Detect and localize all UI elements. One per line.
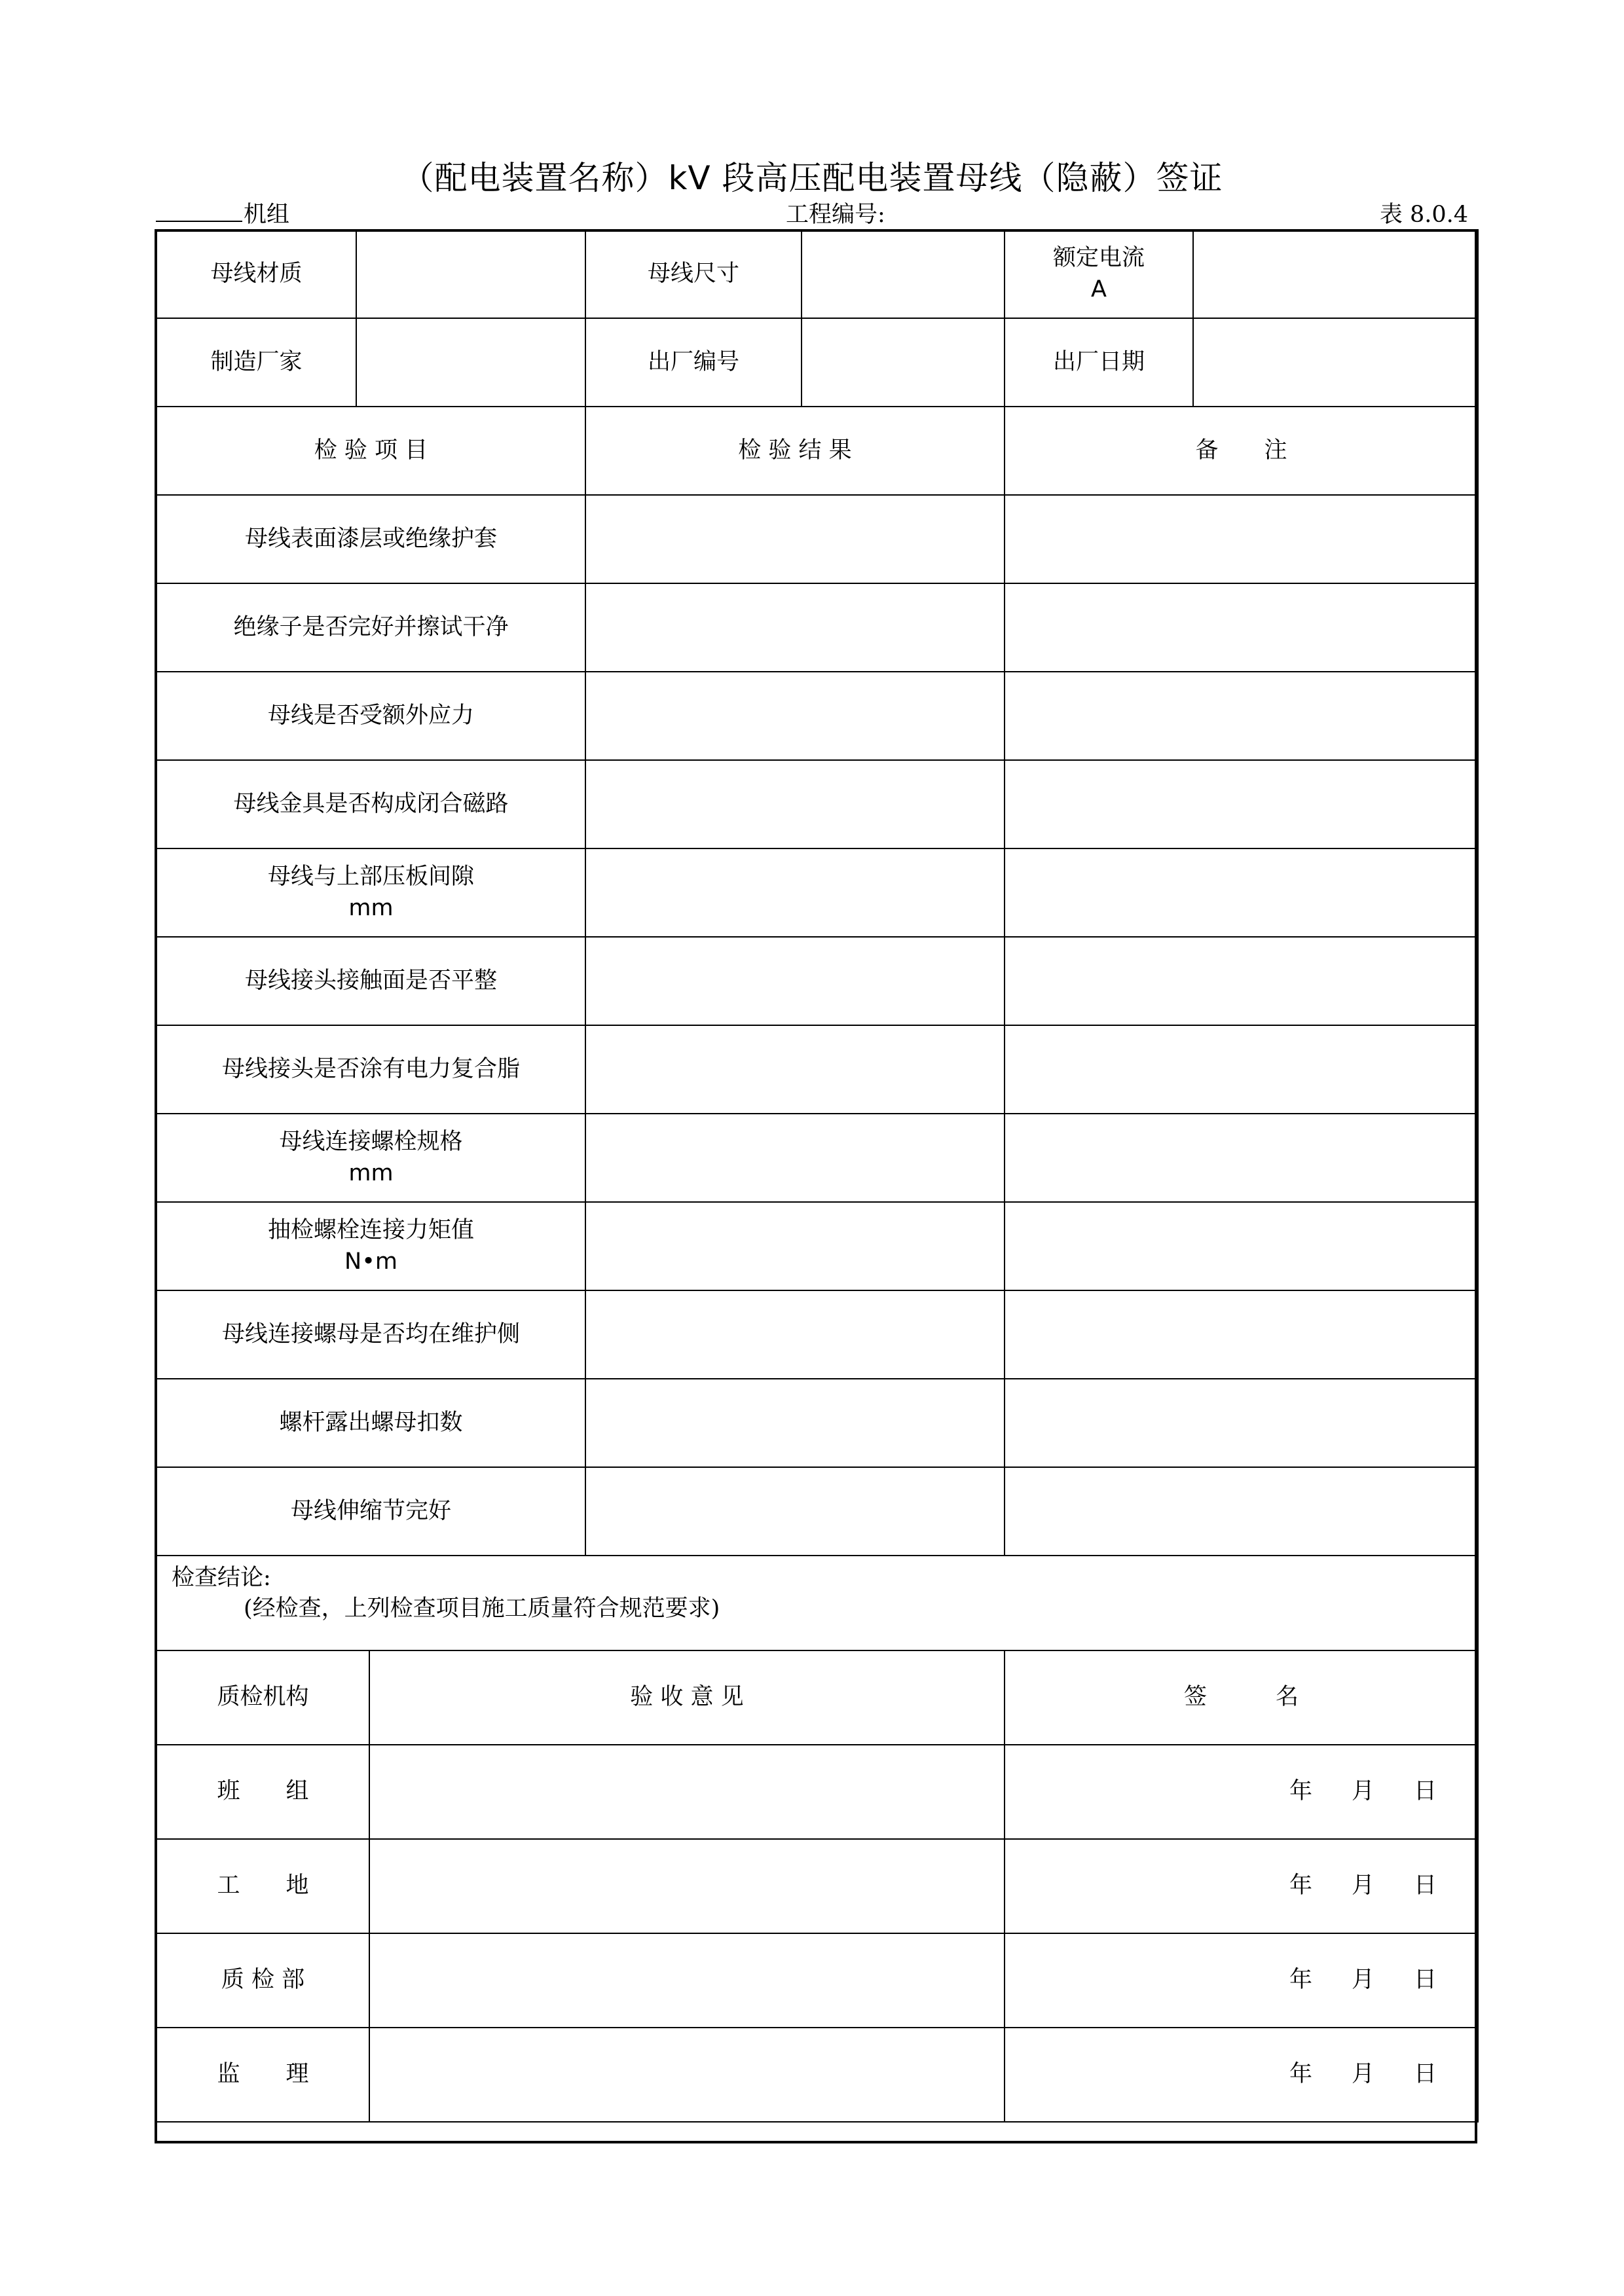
item-remark[interactable]: [1005, 937, 1478, 1025]
item-remark[interactable]: [1005, 1467, 1478, 1556]
item-result[interactable]: [585, 495, 1005, 583]
header-remark: 备 注: [1005, 407, 1478, 495]
item-label: [157, 672, 585, 760]
manufacturer-label: 制造厂家: [157, 318, 356, 407]
serial-value[interactable]: [802, 318, 1005, 407]
item-row: [157, 1202, 1478, 1290]
item-text: 母线连接螺母是否均在维护侧: [221, 1321, 520, 1347]
item-remark[interactable]: [1005, 583, 1478, 672]
sign-date[interactable]: [1005, 1933, 1478, 2028]
item-result[interactable]: [585, 1467, 1005, 1556]
item-result[interactable]: [585, 1290, 1005, 1379]
conclusion-cell[interactable]: [157, 1556, 1478, 1650]
item-remark[interactable]: [1005, 848, 1478, 937]
item-text: 母线接头接触面是否平整: [244, 967, 497, 994]
size-label: 母线尺寸: [585, 230, 802, 318]
item-row: [157, 937, 1478, 1025]
item-result[interactable]: [585, 1114, 1005, 1202]
sign-opinion[interactable]: [369, 1839, 1005, 1933]
sign-date[interactable]: [1005, 2028, 1478, 2122]
item-label: [157, 495, 585, 583]
item-remark[interactable]: [1005, 672, 1478, 760]
sign-opinion[interactable]: [369, 1745, 1005, 1839]
sign-opinion[interactable]: [369, 2028, 1005, 2122]
serial-label: 出厂编号: [585, 318, 802, 407]
rated-current-unit: A: [1091, 276, 1107, 302]
item-remark[interactable]: [1005, 1202, 1478, 1290]
sign-org: 质 检 部: [157, 1933, 369, 2028]
item-row: [157, 1114, 1478, 1202]
item-label: [157, 937, 585, 1025]
item-text: 母线伸缩节完好: [290, 1497, 451, 1524]
item-remark[interactable]: [1005, 1025, 1478, 1114]
sign-opinion[interactable]: [369, 1933, 1005, 2028]
sign-row: [157, 2028, 1478, 2122]
item-text: 母线接头是否涂有电力复合脂: [221, 1055, 520, 1082]
date-year: 年: [1289, 1967, 1312, 1994]
unit-field: [156, 196, 289, 229]
date-day: 日: [1413, 1967, 1437, 1994]
date-year: 年: [1289, 1778, 1312, 1805]
item-label: [157, 1025, 585, 1114]
inspection-form-table: [156, 229, 1479, 2123]
item-text: 母线表面漆层或绝缘护套: [244, 525, 497, 552]
manufacture-date-value[interactable]: [1193, 318, 1478, 407]
item-label: [157, 1202, 585, 1290]
item-remark[interactable]: [1005, 495, 1478, 583]
sign-date[interactable]: [1005, 1745, 1478, 1839]
item-result[interactable]: [585, 1025, 1005, 1114]
item-text: 绝缘子是否完好并擦试干净: [233, 613, 509, 640]
item-remark[interactable]: [1005, 760, 1478, 848]
header-item: 检 验 项 目: [157, 407, 585, 495]
item-result[interactable]: [585, 1202, 1005, 1290]
sign-header-opinion: 验 收 意 见: [369, 1650, 1005, 1745]
table-number: 表 8.0.4: [1379, 202, 1468, 228]
item-row: [157, 1290, 1478, 1379]
item-text: 母线与上部压板间隙: [267, 864, 474, 890]
item-row: [157, 1467, 1478, 1556]
material-value[interactable]: [356, 230, 585, 318]
item-label: [157, 760, 585, 848]
item-label: [157, 1114, 585, 1202]
conclusion-label: 检查结论:: [172, 1565, 271, 1591]
date-month: 月: [1351, 2061, 1375, 2088]
sign-org: 班 组: [157, 1745, 369, 1839]
page-title: （配电装置名称）kV 段高压配电装置母线（隐蔽）签证: [401, 159, 1223, 197]
item-label: [157, 583, 585, 672]
date-month: 月: [1351, 1872, 1375, 1899]
item-result[interactable]: [585, 848, 1005, 937]
unit-blank[interactable]: [156, 200, 242, 222]
item-result[interactable]: [585, 583, 1005, 672]
sign-date[interactable]: [1005, 1839, 1478, 1933]
sign-row: [157, 1745, 1478, 1839]
item-text: 母线金具是否构成闭合磁路: [233, 790, 509, 817]
rated-current-value[interactable]: [1193, 230, 1478, 318]
size-value[interactable]: [802, 230, 1005, 318]
item-result[interactable]: [585, 1379, 1005, 1467]
item-remark[interactable]: [1005, 1114, 1478, 1202]
item-remark[interactable]: [1005, 1379, 1478, 1467]
manufacture-date-label: 出厂日期: [1005, 318, 1193, 407]
sign-org: 监 理: [157, 2028, 369, 2122]
rated-current-label: [1005, 230, 1193, 318]
unit-suffix: 机组: [244, 202, 290, 228]
item-row: [157, 1379, 1478, 1467]
sign-org: 工 地: [157, 1839, 369, 1933]
conclusion-text: (经检查，上列检查项目施工质量符合规范要求): [244, 1595, 720, 1622]
item-row: [157, 672, 1478, 760]
item-text: 抽检螺栓连接力矩值: [267, 1217, 474, 1244]
date-year: 年: [1289, 2061, 1312, 2088]
item-text: 螺杆露出螺母扣数: [279, 1409, 463, 1436]
date-day: 日: [1413, 1872, 1437, 1899]
manufacturer-value[interactable]: [356, 318, 585, 407]
item-unit: mm: [348, 1159, 394, 1186]
date-year: 年: [1289, 1872, 1312, 1899]
material-label: 母线材质: [157, 230, 356, 318]
item-row: [157, 1025, 1478, 1114]
item-row: [157, 495, 1478, 583]
item-row: [157, 583, 1478, 672]
sign-row: [157, 1933, 1478, 2028]
date-month: 月: [1351, 1967, 1375, 1994]
item-label: [157, 1379, 585, 1467]
item-text: 母线是否受额外应力: [267, 702, 474, 729]
item-unit: N•m: [344, 1248, 397, 1275]
item-unit: mm: [348, 894, 394, 921]
date-month: 月: [1351, 1778, 1375, 1805]
item-result[interactable]: [585, 937, 1005, 1025]
item-result[interactable]: [585, 760, 1005, 848]
item-row: [157, 848, 1478, 937]
sign-row: [157, 1839, 1478, 1933]
item-text: 母线连接螺栓规格: [279, 1129, 463, 1156]
rated-current-text: 额定电流: [1052, 245, 1145, 272]
header-result: 检 验 结 果: [585, 407, 1005, 495]
item-label: [157, 1290, 585, 1379]
item-label: [157, 848, 585, 937]
date-day: 日: [1413, 2061, 1437, 2088]
sign-header-signature: 签 名: [1005, 1650, 1478, 1745]
project-number-label: 工程编号:: [786, 202, 885, 228]
date-day: 日: [1413, 1778, 1437, 1805]
item-row: [157, 760, 1478, 848]
item-remark[interactable]: [1005, 1290, 1478, 1379]
sign-header-org: 质检机构: [157, 1650, 369, 1745]
item-result[interactable]: [585, 672, 1005, 760]
item-label: [157, 1467, 585, 1556]
